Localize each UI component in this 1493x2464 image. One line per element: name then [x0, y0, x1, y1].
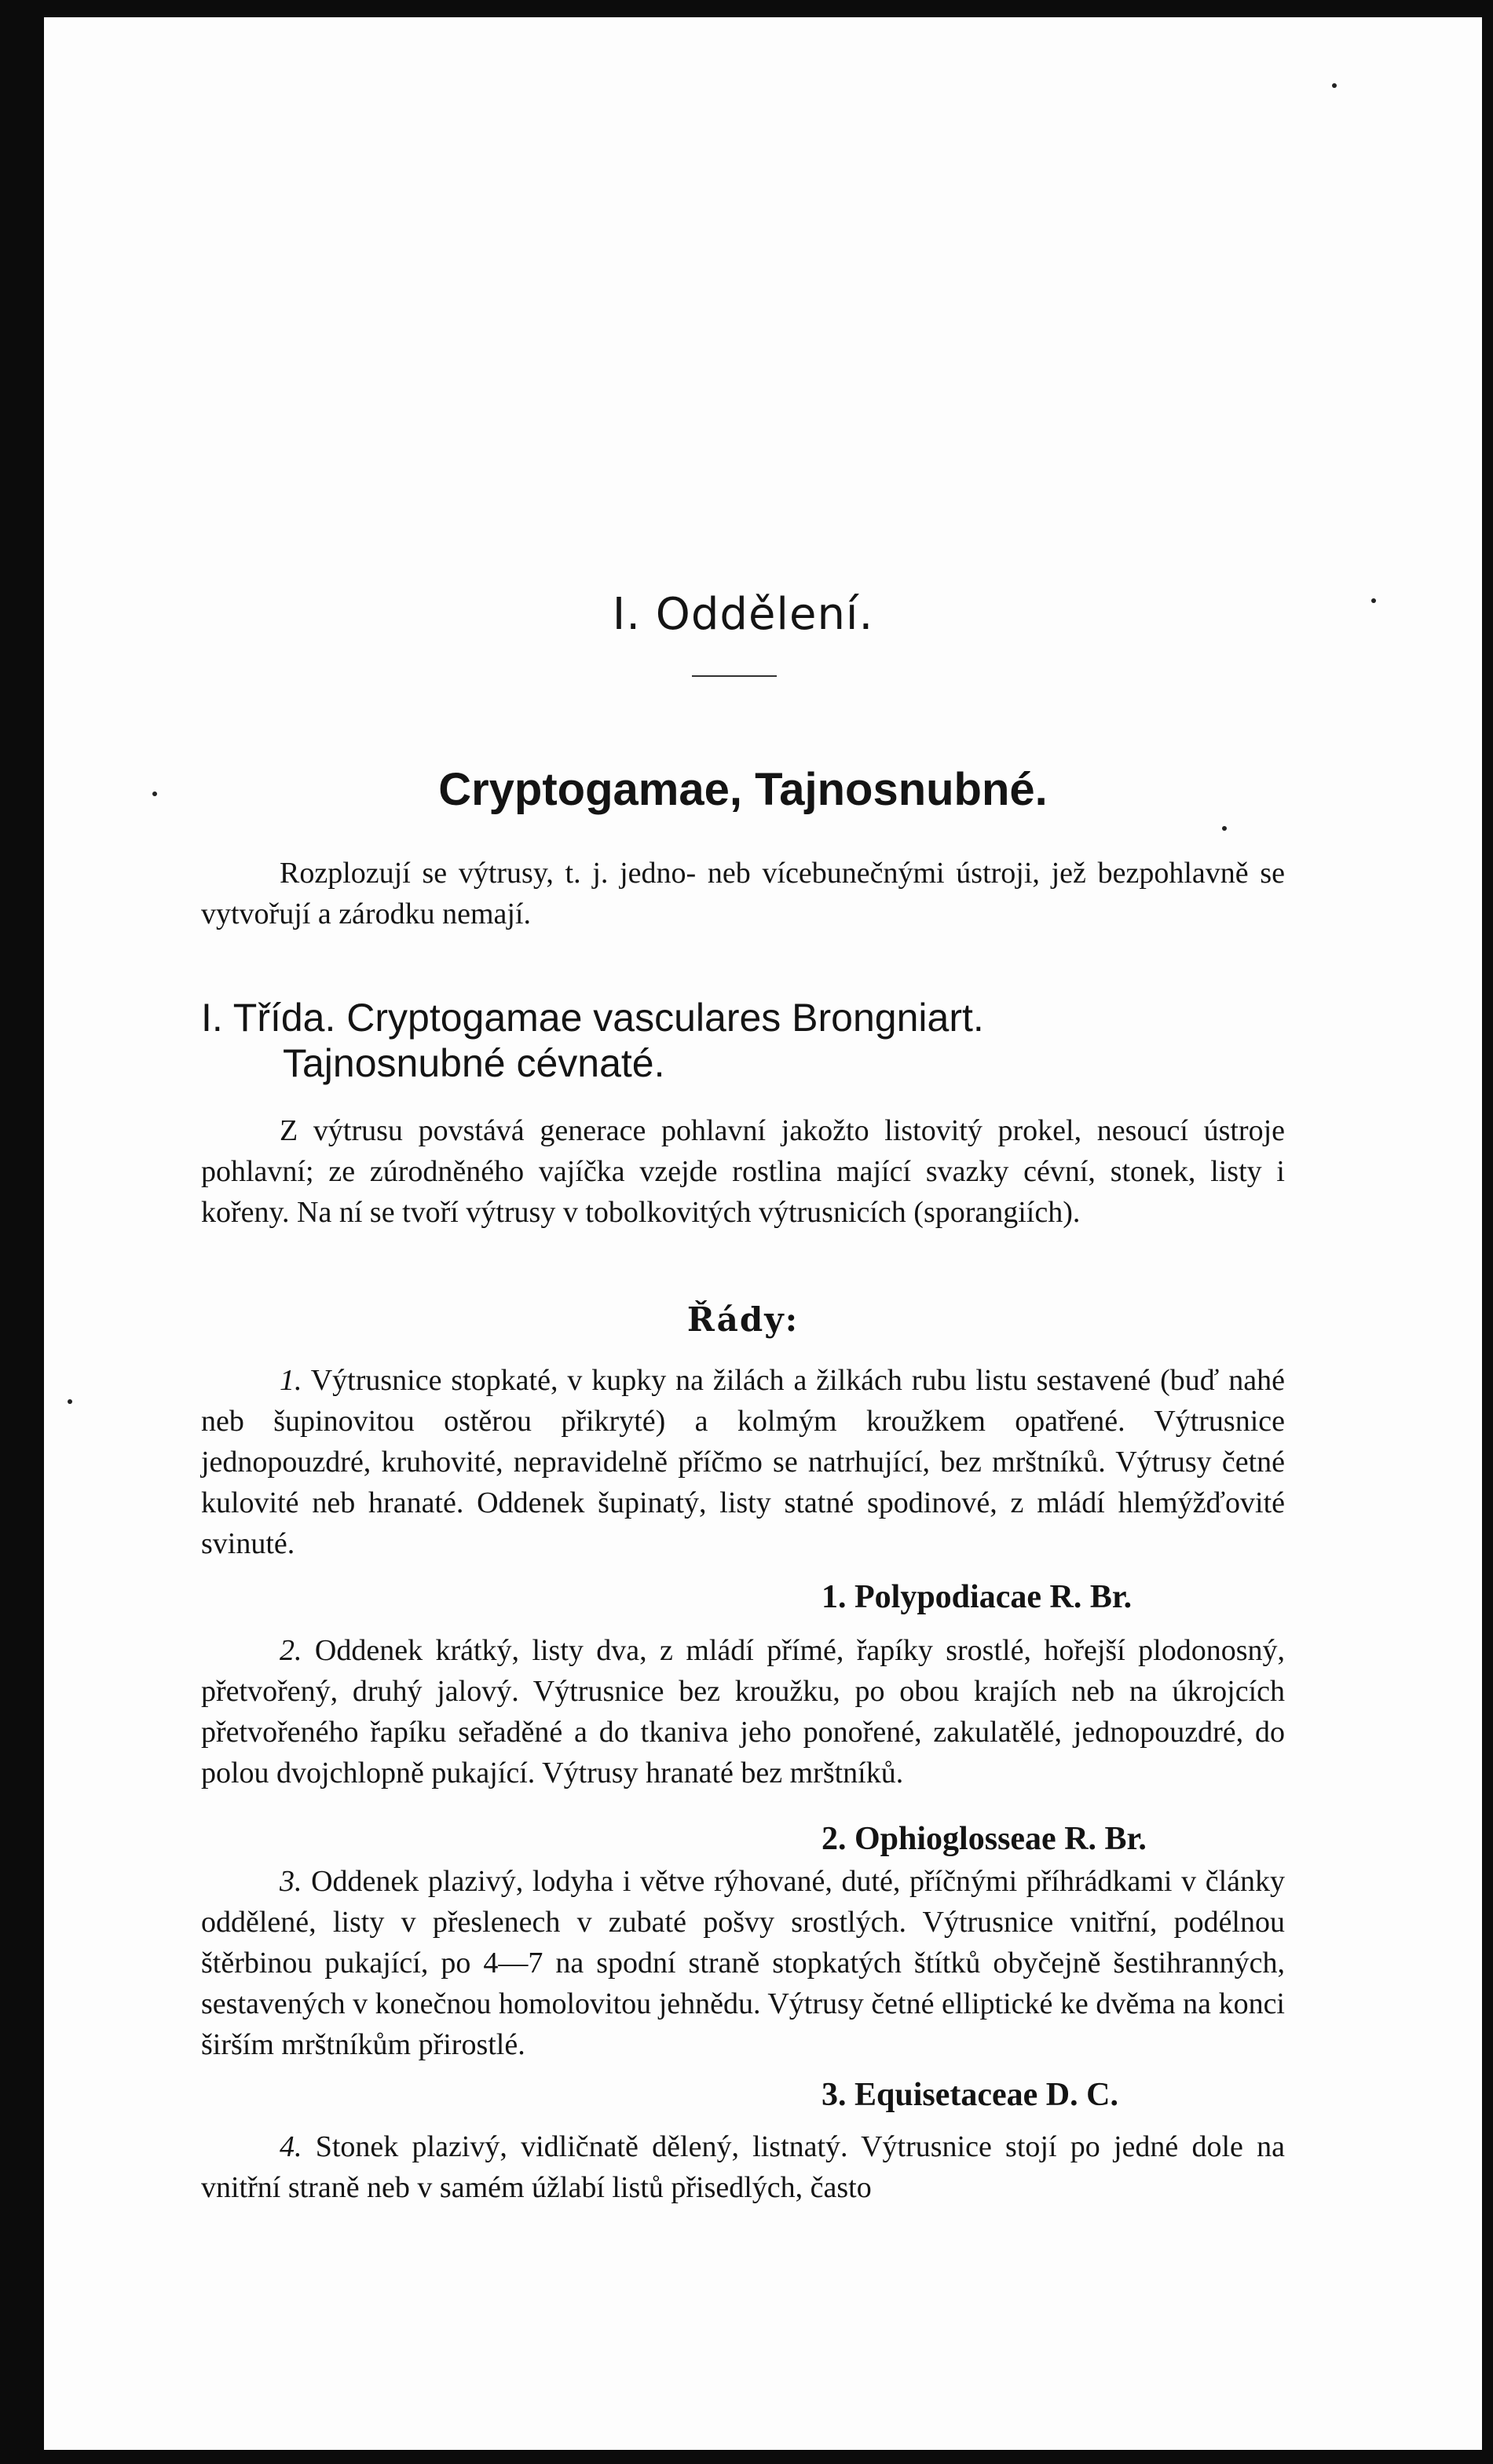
order-number: 2. [280, 1634, 302, 1667]
scan-edge-right [1482, 0, 1493, 2464]
order-item [201, 1630, 1285, 1793]
order-number: 1. [280, 1364, 302, 1397]
class-description-text: Z výtrusu povstává generace pohlavní jakožto listovitý prokel, nesoucí ústroje pohlavní; ze zúrodněného vajíčka vzejde rostlina mající svazky cévní, stonek, listy i kořeny. Na ní se tvoří výtrusy v tobolkovitých výtrusnicích (sporangiích). [201, 1114, 1285, 1229]
scan-edge-bottom [0, 2450, 1493, 2464]
family-name: 3. Equisetaceae D. C. [822, 2077, 1118, 2113]
class-description [201, 1110, 1285, 1233]
order-text: Stonek plazivý, vidličnatě dělený, listnatý. Výtrusnice stojí po jedné dole na vnitřní straně neb v samém úžlabí listů přisedlých, často [201, 2130, 1286, 2204]
order-item [201, 1360, 1285, 1564]
order-number: 3. [280, 1865, 302, 1898]
family-name: 2. Ophioglosseae R. Br. [822, 1821, 1147, 1857]
part-title: I. Oddělení. [612, 589, 874, 640]
order-number: 4. [280, 2130, 302, 2163]
family-name: 1. Polypodiacae R. Br. [822, 1579, 1133, 1615]
dust-speck [1222, 826, 1227, 831]
dust-speck [1371, 598, 1376, 603]
class-title-line2: Tajnosnubné cévnaté. [283, 1041, 665, 1085]
order-text: Výtrusnice stopkaté, v kupky na žilách a žilkách rubu listu sestavené (buď nahé neb šupinovitou ostěrou přikryté) a kolmým kroužkem opatřené. Výtrusnice jednopouzdré, kruhovité, nepravidelně příčmo se natrhující, bez mrštníků. Výtrusy četné kulovité neb hranaté. Oddenek šupinatý, listy statné spodinové, z mládí hlemýžďovité svinuté. [201, 1364, 1285, 1560]
class-title-line1: I. Třída. Cryptogamae vasculares Brongniart. [201, 996, 984, 1040]
book-page [44, 17, 1482, 2450]
dust-speck [1332, 83, 1337, 88]
scan-edge-top [0, 0, 1493, 17]
order-item [201, 2126, 1285, 2208]
division-description [201, 853, 1285, 934]
order-item [201, 1861, 1285, 2065]
dust-speck [152, 791, 157, 796]
order-text: Oddenek plazivý, lodyha i větve rýhované, duté, příčnými příhrádkami v články oddělené, listy v přeslenech v zubaté pošvy srostlých. Výtrusnice vnitřní, podélnou štěrbinou pukající, po 4—7 na spodní straně stopkatých štítků obyčejně šestihranných, sestavených v konečnou homolovitou jehnědu. Výtrusy četné elliptické ke dvěma na konci širším mrštníkům přirostlé. [201, 1865, 1285, 2061]
division-title: Cryptogamae, Tajnosnubné. [438, 764, 1048, 815]
orders-heading: Řády: [686, 1300, 800, 1339]
order-text: Oddenek krátký, listy dva, z mládí přímé, řapíky srostlé, hořejší plodonosný, přetvořený, druhý jalový. Výtrusnice bez kroužku, po obou krajích neb na úkrojcích přetvořeného řapíku seřaděné a do tkaniva jeho ponořené, zakulatělé, jednopouzdré, do polou dvojchlopně pukající. Výtrusy hranaté bez mrštníků. [201, 1634, 1286, 1790]
division-description-text: Rozplozují se výtrusy, t. j. jedno- neb vícebunečnými ústroji, jež bezpohlavně se vytvořují a zárodku nemají. [201, 857, 1285, 930]
dust-speck [68, 1399, 72, 1404]
scan-edge-left [0, 0, 44, 2464]
title-divider [692, 675, 777, 677]
